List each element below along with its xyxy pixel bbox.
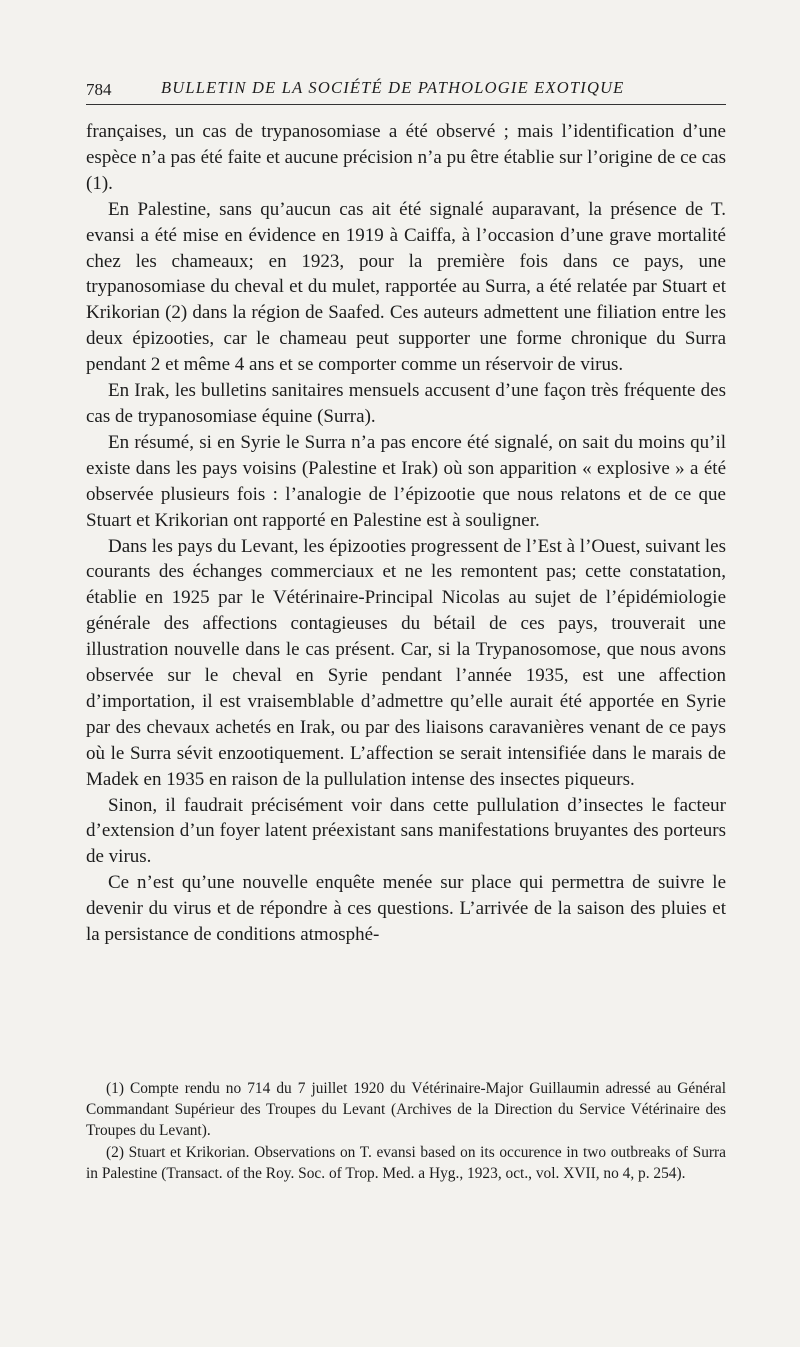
- page-header: [86, 74, 726, 105]
- running-title: BULLETIN DE LA SOCIÉTÉ DE PATHOLOGIE EXOTIQUE: [161, 78, 625, 97]
- paragraph: En Palestine, sans qu’aucun cas ait été signalé auparavant, la présence de T. evansi a été mise en évidence en 1919 à Caiffa, à l’occasion d’une grave mortalité chez les chameaux; en 1923, pour la première fois dans ce pays, une trypanosomiase du cheval et du mulet, rapportée au Surra, a été relatée par Stuart et Krikorian (2) dans la région de Saafed. Ces auteurs admettent une filiation entre les deux épizooties, car le chameau peut supporter une forme chronique du Surra pendant 2 et même 4 ans et se comporter comme un réservoir de virus.: [86, 198, 726, 376]
- paragraph: Dans les pays du Levant, les épizooties progressent de l’Est à l’Ouest, suivant les courants des échanges commerciaux et ne les remontent pas; cette constatation, établie en 1925 par le Vétérinaire-Principal Nicolas au sujet de l’épidémiologie générale des affections contagieuses du bétail de ces pays, trouverait une illustration nouvelle dans le cas présent. Car, si la Trypanosomose, que nous avons observée sur le cheval en Syrie pendant l’année 1935, est une affection d’importation, il est vraisemblable d’admettre qu’elle aurait été apportée en Syrie par des chevaux achetés en Irak, ou par des liaisons caravanières venant de ce pays où le Surra sévit enzootiquement. L’affection se serait intensifiée dans le marais de Madek en 1935 en raison de la pullulation intense des insectes piqueurs.: [86, 535, 726, 790]
- paragraph: françaises, un cas de trypanosomiase a été observé ; mais l’identification d’une espèce n’a pas été faite et aucune précision n’a pu être établie sur l’origine de ce cas (1).: [86, 121, 726, 194]
- body-text: [86, 119, 726, 948]
- paragraph: Ce n’est qu’une nouvelle enquête menée sur place qui permettra de suivre le devenir du virus et de répondre à ces questions. L’arrivée de la saison des pluies et la persistance de conditions atmosphé-: [86, 872, 726, 946]
- paragraph: Sinon, il faudrait précisément voir dans cette pullulation d’insectes le facteur d’extension d’un foyer latent préexistant sans manifestations bruyantes des porteurs de virus.: [86, 794, 726, 868]
- paragraph: En Irak, les bulletins sanitaires mensuels accusent d’une façon très fréquente des cas de trypanosomiase équine (Surra).: [86, 380, 726, 427]
- footnote: (2) Stuart et Krikorian. Observations on T. evansi based on its occurence in two outbreaks of Surra in Palestine (Transact. of the Roy. Soc. of Trop. Med. a Hyg., 1923, oct., vol. XVII, no 4, p. 254).: [86, 1143, 726, 1182]
- footnotes: [86, 1078, 726, 1184]
- page-number: 784: [86, 80, 112, 99]
- paragraph: En résumé, si en Syrie le Surra n’a pas encore été signalé, on sait du moins qu’il existe dans les pays voisins (Palestine et Irak) où son apparition « explosive » a été observée plusieurs fois : l’analogie de l’épizootie que nous relatons et de ce que Stuart et Krikorian ont rapporté en Palestine est à souligner.: [86, 431, 726, 531]
- footnote: (1) Compte rendu no 714 du 7 juillet 1920 du Vétérinaire-Major Guillaumin adressé au Général Commandant Supérieur des Troupes du Levant (Archives de la Direction du Service Vétérinaire des Troupes du Levant).: [86, 1080, 726, 1140]
